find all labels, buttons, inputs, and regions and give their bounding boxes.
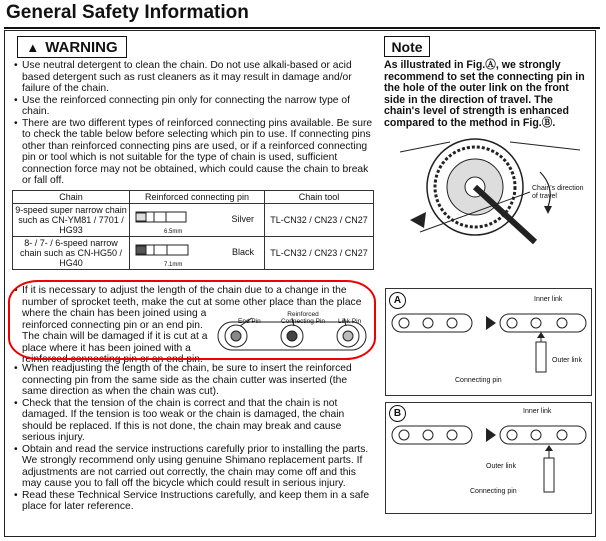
figure-a-connecting-pin: Connecting pin	[455, 377, 502, 384]
note-text: As illustrated in Fig.Ⓐ, we strongly recommend to set the connecting pin in the hole of the outer link on the front side in the direction of travel. The chain's level of strength is enhanced compared to the method in Fig.Ⓑ.	[384, 59, 585, 129]
highlight-ellipse	[8, 280, 376, 360]
reinforced-pin-label: Reinforced Connecting Pin	[280, 311, 326, 325]
figure-b-outer-link: Outer link	[486, 463, 516, 470]
figure-b-inner-link: Inner link	[523, 408, 552, 415]
figure-b-connecting-pin: Connecting pin	[470, 488, 517, 495]
table-header: Reinforced connecting pin	[130, 191, 265, 204]
table-cell: 9-speed super narrow chain such as CN-YM81 / 7701 / HG93	[13, 204, 130, 237]
pin-size: 7.1mm	[164, 262, 183, 268]
list-item: • Read these Technical Service Instructions carefully, and keep them in a safe place for later reference.	[14, 490, 374, 513]
warning-triangle-icon: ▲	[26, 39, 40, 55]
figure-a-inner-link: Inner link	[534, 296, 563, 303]
note-badge: Note	[384, 36, 430, 57]
warning-label: WARNING	[45, 38, 118, 56]
link-pin-label: Link Pin	[338, 318, 362, 325]
highlighted-warning: If it is necessary to adjust the length of the chain due to a change in the number of sprocket teeth, make the cut at some other place than the place • where the chain has been joined using a reinforced connecting pin or an end pin.	[12, 281, 372, 353]
pin-cell	[130, 204, 265, 237]
pin-color: Silver	[231, 214, 254, 224]
title-rule	[4, 27, 600, 29]
list-item: • Use neutral detergent to clean the chain. Do not use alkali-based or acid based detergent such as rust cleaners as it may result in damage and/or failure of the chain.	[14, 60, 374, 95]
figure-a-outer-link: Outer link	[552, 357, 582, 364]
table-cell: TL-CN32 / CN23 / CN27	[265, 204, 374, 237]
highlight-line-3-text: The chain will be damaged if it is cut at a place where it has been joined with a reinforced connecting pin or an end pin.	[22, 331, 208, 365]
table-row	[13, 204, 374, 237]
list-item: • When readjusting the length of the chain, be sure to insert the reinforced connecting pin from the same side as the chain cutter was inserted (the same direction as when the chain was cut).	[14, 363, 374, 398]
table-header: Chain	[13, 191, 130, 204]
table-cell: 8- / 7- / 6-speed narrow chain such as CN-HG50 / HG40	[13, 237, 130, 270]
page-title: General Safety Information	[6, 2, 249, 23]
pin-color: Black	[231, 247, 254, 257]
list-item: • Use the reinforced connecting pin only for connecting the narrow type of chain.	[14, 95, 374, 118]
list-item: • Check that the tension of the chain is correct and that the chain is not damaged. If the tension is too weak or the chain is damaged, the chain should be replaced. If this is not done, the chain may break and cause serious injury.	[14, 398, 374, 444]
pin-cell	[130, 237, 265, 270]
table-cell: TL-CN32 / CN23 / CN27	[265, 237, 374, 270]
warning-bullets	[14, 60, 374, 187]
warning-badge	[17, 36, 127, 58]
connecting-pin-icon	[134, 240, 192, 260]
end-pin-label: End Pin	[238, 318, 261, 325]
connecting-pin-icon	[134, 207, 192, 227]
list-item: • Obtain and read the service instructions carefully prior to installing the parts. We strongly recommend only using genuine Shimano replacement parts. If adjustments are not carried out correctly, the chain may come off and this may cause you to fall off the bicycle which could result in serious injury.	[14, 444, 374, 490]
figure-a-badge: A	[389, 292, 406, 309]
figure-b-badge: B	[389, 405, 406, 422]
chain-direction-label: Chain's direction of travel	[532, 185, 584, 200]
warning-bullets-continued	[14, 363, 374, 513]
highlight-line-2: where the chain has been joined using a reinforced connecting pin or an end pin.	[22, 308, 207, 331]
highlight-line-1: If it is necessary to adjust the length of the chain due to a change in the number of sprocket teeth, make the cut at some other place than the place	[22, 285, 362, 308]
table-row	[13, 237, 374, 270]
pin-size: 6.5mm	[164, 229, 183, 235]
pin-table	[12, 190, 374, 270]
table-header: Chain tool	[265, 191, 374, 204]
list-item: • There are two different types of reinforced connecting pins available. Be sure to check the table below before selecting which pin to use. If connecting pins other than reinforced connecting pins are used, or if a reinforced connecting pin or tool which is not suitable for the type of chain is used, sufficient connection force may not be obtained, which could cause the chain to break or fall off.	[14, 118, 374, 187]
